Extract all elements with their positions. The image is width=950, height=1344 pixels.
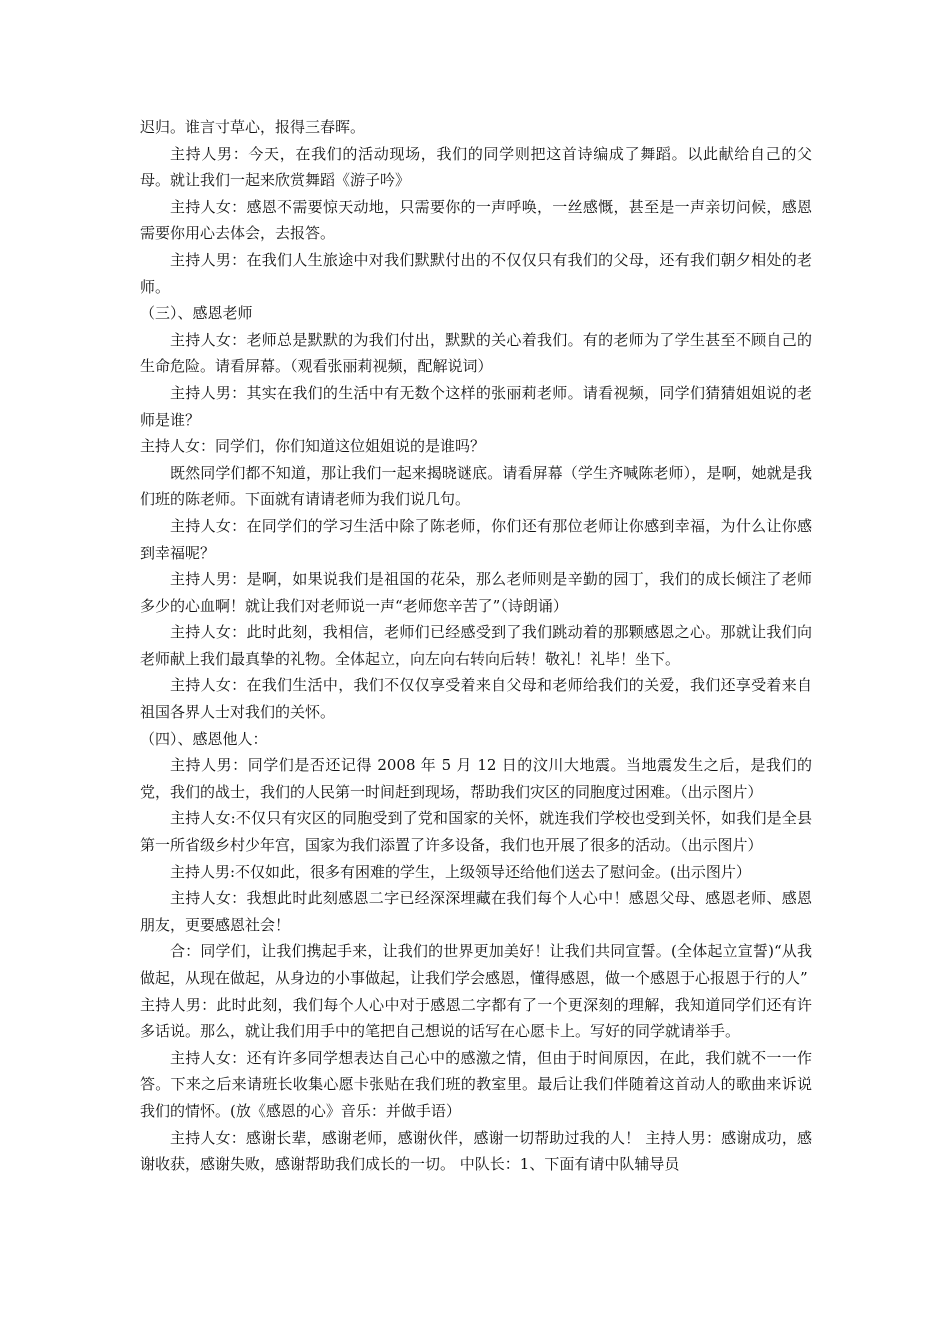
paragraph-host-female-video: 主持人女：老师总是默默的为我们付出，默默的关心着我们。有的老师为了学生甚至不顾自己的生命危险。请看屏幕。（观看张丽莉视频，配解说词）: [140, 330, 812, 376]
paragraph-host-male-teachers: 主持人男：在我们人生旅途中对我们默默付出的不仅仅只有我们的父母，还有我们朝夕相处的老师。: [140, 250, 812, 296]
paragraph-host-male-earthquake: 主持人男：同学们是否还记得 2008 年 5 月 12 日的汶川大地震。当地震发生之后，是我们的党，我们的战士，我们的人民第一时间赶到现场，帮助我们灾区的同胞度过困难。（出示图片）: [140, 756, 812, 801]
paragraph-host-female-summary: 主持人女：我想此时此刻感恩二字已经深深埋藏在我们每个人心中！感恩父母、感恩老师、感恩朋友，更要感恩社会！: [140, 889, 812, 934]
paragraph-reveal: 既然同学们都不知道，那让我们一起来揭晓谜底。请看屏幕（学生齐喊陈老师），是啊，她就是我们班的陈老师。下面就有请请老师为我们说几句。: [140, 463, 812, 509]
paragraph-host-male-aid: 主持人男:不仅如此，很多有困难的学生，上级领导还给他们送去了慰问金。(出示图片）: [170, 862, 751, 881]
paragraph-host-female-question: 主持人女：同学们，你们知道这位姐姐说的是谁吗？: [140, 437, 486, 456]
section-heading-thank-others: （四）、感恩他人：: [140, 729, 268, 748]
paragraph-host-male-video: 主持人男：其实在我们的生活中有无数个这样的张丽莉老师。请看视频，同学们猜猜姐姐说的老师是谁？: [140, 383, 812, 429]
paragraph-host-male-wish-cards: 主持人男：此时此刻，我们每个人心中对于感恩二字都有了一个更深刻的理解，我知道同学们还有许多话说。那么，就让我们用手中的笔把自己想说的话写在心愿卡上。写好的同学就请举手。: [140, 995, 812, 1041]
section-heading-thank-teachers: （三）、感恩老师: [140, 304, 253, 323]
paragraph-host-female-song: 主持人女：还有许多同学想表达自己心中的感激之情，但由于时间原因，在此，我们就不一一作答。下来之后来请班长收集心愿卡张贴在我们班的教室里。最后让我们伴随着这首动人的歌曲来诉说我们的情怀。(放《感恩的心》音乐：并做手语）: [140, 1048, 812, 1120]
paragraph-host-female-salute: 主持人女：此时此刻，我相信，老师们已经感受到了我们跳动着的那颗感恩之心。那就让我们向老师献上我们最真挚的礼物。全体起立，向左向右转向后转！敬礼！礼毕！坐下。: [140, 623, 812, 668]
paragraph-host-female-gratitude: 主持人女：感恩不需要惊天动地，只需要你的一声呼唤，一丝感慨，甚至是一声亲切问候，感恩需要你用心去体会，去报答。: [140, 197, 812, 243]
paragraph-host-male-dance: 主持人男：今天，在我们的活动现场，我们的同学则把这首诗编成了舞蹈。以此献给自己的父母。就让我们一起来欣赏舞蹈《游子吟》: [140, 144, 812, 190]
paragraph-host-female-other-teachers: 主持人女：在同学们的学习生活中除了陈老师，你们还有那位老师让你感到幸福，为什么让你感到幸福呢？: [140, 516, 812, 562]
paragraph-poem-end: 迟归。谁言寸草心，报得三春晖。: [140, 118, 366, 136]
paragraph-host-female-school: 主持人女:不仅只有灾区的同胞受到了党和国家的关怀，就连我们学校也受到关怀，如我们是全县第一所省级乡村少年宫，国家为我们添置了许多设备，我们也开展了很多的活动。（出示图片）: [140, 809, 812, 855]
document-body: [140, 114, 812, 1178]
paragraph-closing-thanks: 主持人女：感谢长辈，感谢老师，感谢伙伴，感谢一切帮助过我的人！ 主持人男：感谢成功，感谢收获，感谢失败，感谢帮助我们成长的一切。 中队长：1、下面有请中队辅导员: [140, 1128, 812, 1174]
paragraph-together-oath: 合：同学们，让我们携起手来，让我们的世界更加美好！让我们共同宣誓。(全体起立宣誓)“从我做起，从现在做起，从身边的小事做起，让我们学会感恩，懂得感恩，做一个感恩于心报恩于行的人”: [140, 942, 812, 987]
paragraph-host-female-society: 主持人女：在我们生活中，我们不仅仅享受着来自父母和老师给我们的关爱，我们还享受着来自祖国各界人士对我们的关怀。: [140, 676, 812, 722]
paragraph-host-male-gardener: 主持人男：是啊，如果说我们是祖国的花朵，那么老师则是辛勤的园丁，我们的成长倾注了老师多少的心血啊！就让我们对老师说一声“老师您辛苦了”（诗朗诵）: [140, 570, 812, 615]
